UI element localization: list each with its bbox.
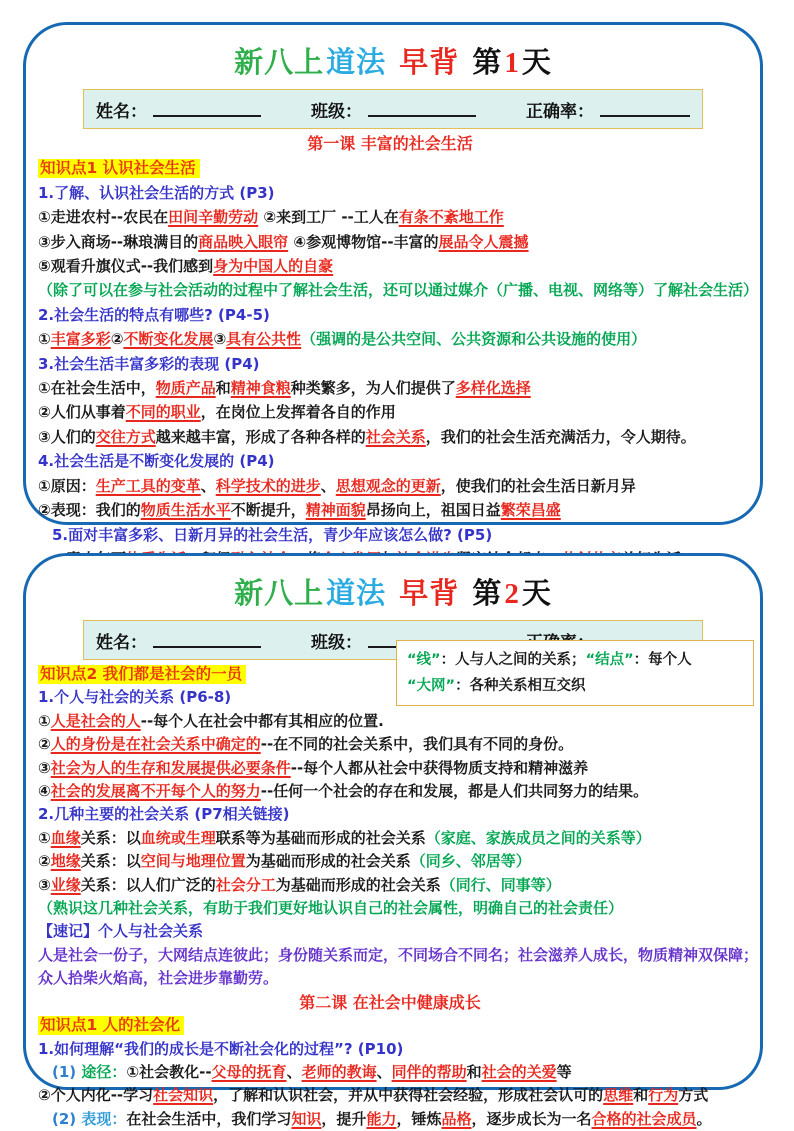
text-line xyxy=(38,327,742,351)
worksheet-title-day2 xyxy=(26,576,760,611)
text-segment: ⑤观看升旗仪式--我们感到 xyxy=(38,257,214,276)
text-segment: （熟识这几种社会关系，有助于我们更好地认识自己的社会属性，明确自己的社会责任） xyxy=(38,899,624,918)
text-segment: ，使我们的社会生活日新月异 xyxy=(440,476,636,495)
text-line xyxy=(38,352,742,376)
text-segment: 商品映入眼帘 xyxy=(198,232,289,251)
text-segment: 社会的发展离不开每个人的努力 xyxy=(50,782,261,801)
text-segment: 精神食粮 xyxy=(230,379,291,398)
text-segment: 社会知识 xyxy=(153,1086,214,1105)
text-line xyxy=(38,278,759,302)
text-segment: ④ xyxy=(38,782,51,801)
text-segment: 、 xyxy=(286,1062,302,1081)
text-segment: (2) xyxy=(52,1109,82,1128)
name-blank xyxy=(153,631,261,648)
text-segment: 1 xyxy=(504,47,520,79)
text-segment: 、 xyxy=(200,476,216,495)
text-segment: 【速记】个人与社会关系 xyxy=(38,922,204,941)
text-segment: 关系：以人们广泛的 xyxy=(80,875,216,894)
text-segment: ④参观博物馆--丰富的 xyxy=(288,232,439,251)
text-segment: ② xyxy=(38,735,51,754)
text-segment: 不断提升， xyxy=(230,501,306,520)
text-segment: 知识 xyxy=(291,1109,322,1128)
text-segment: 展品令人震撼 xyxy=(438,232,529,251)
text-segment: 物质生活水平 xyxy=(140,501,231,520)
worksheet-title-day1 xyxy=(26,45,760,80)
text-segment: 为基础而形成的社会关系 xyxy=(245,852,411,871)
text-segment: ③ xyxy=(38,875,51,894)
class-label: 班级： xyxy=(311,633,362,653)
text-segment: 2 xyxy=(504,578,520,610)
worksheet-card-day1 xyxy=(23,22,763,544)
text-segment: 在社会生活中，我们学习 xyxy=(126,1109,292,1128)
text-segment: 不同的职业 xyxy=(125,403,201,422)
text-segment: 1.了解、认识社会生活的方式 (P3) xyxy=(38,183,275,202)
text-line xyxy=(38,897,742,920)
text-segment: ，锤炼 xyxy=(396,1109,442,1128)
text-segment: ①原因： xyxy=(38,476,96,495)
text-segment: 关系：以 xyxy=(80,852,141,871)
text-segment: 人是社会一份子，大网结点连彼此；身份随关系而定，不同场合不同名；社会滋养人成长，物质精神双保障； xyxy=(38,945,759,964)
text-segment: （除了可以在参与社会活动的过程中了解社会生活，还可以通过媒介（广播、电视、网络等）了解社会生活） xyxy=(38,281,759,300)
text-segment: ①走进农村--农民在 xyxy=(38,208,169,227)
text-segment: ②表现：我们的 xyxy=(38,501,141,520)
text-segment: 联系等为基础而形成的社会关系 xyxy=(215,828,426,847)
text-segment: 社会的关爱 xyxy=(481,1062,557,1081)
text-segment: 人是社会的人 xyxy=(50,711,141,730)
text-segment: --每个人都从社会中获得物质支持和精神滋养 xyxy=(290,758,589,777)
text-segment: 表现： xyxy=(81,1109,127,1128)
text-segment: 科学技术的进步 xyxy=(215,476,321,495)
text-line xyxy=(38,449,742,473)
knowledge-point-label: 知识点2 我们都是社会的一员 xyxy=(38,665,246,684)
accuracy-field xyxy=(526,97,690,122)
text-line xyxy=(38,400,742,424)
text-segment: （同行、同事等） xyxy=(440,875,561,894)
text-segment: 交往方式 xyxy=(95,427,156,446)
lesson-heading: 第一课 丰富的社会生活 xyxy=(307,134,473,153)
card2-content xyxy=(26,662,760,1131)
text-segment: 2.几种主要的社会关系 (P7相关链接) xyxy=(38,805,290,824)
text-segment: 途径： xyxy=(81,1062,127,1081)
text-line xyxy=(38,230,742,254)
text-segment: 老师的教诲 xyxy=(301,1062,377,1081)
text-segment: ，了解和认识社会，并从中获得社会经验，形成社会认可的 xyxy=(213,1086,604,1105)
text-line xyxy=(38,733,742,756)
text-segment: （家庭、家族成员之间的关系等） xyxy=(425,828,651,847)
class-blank xyxy=(368,100,476,117)
note-line xyxy=(407,673,743,699)
text-segment: 人的身份是在社会关系中确定的 xyxy=(50,735,261,754)
name-label: 姓名： xyxy=(96,102,147,122)
text-segment: 为基础而形成的社会关系 xyxy=(275,875,441,894)
text-segment: 繁荣昌盛 xyxy=(500,501,561,520)
text-segment: 新八上 xyxy=(234,45,325,79)
text-segment: 精神面貌 xyxy=(305,501,366,520)
text-segment: 物质产品 xyxy=(155,379,216,398)
text-line xyxy=(38,780,742,803)
text-segment: 空间与地理位置 xyxy=(140,852,246,871)
text-segment: 、 xyxy=(320,476,336,495)
text-segment: 天 xyxy=(521,45,552,79)
text-segment: ，在岗位上发挥着各自的作用 xyxy=(200,403,396,422)
text-segment: ①社会教化-- xyxy=(126,1062,212,1081)
student-info-bar xyxy=(83,89,703,129)
text-segment: ，提升 xyxy=(321,1109,367,1128)
text-segment: ②人们从事着 xyxy=(38,403,126,422)
text-segment: 和 xyxy=(633,1086,649,1105)
card1-content xyxy=(26,131,760,571)
text-segment: 新八上 xyxy=(234,576,325,610)
text-segment: ：每个人 xyxy=(633,652,692,668)
text-segment: --在不同的社会关系中，我们具有不同的身份。 xyxy=(260,735,574,754)
text-line xyxy=(38,181,742,205)
text-segment: 地缘 xyxy=(50,852,81,871)
text-line xyxy=(38,710,742,733)
text-segment: （强调的是公共空间、公共资源和公共设施的使用） xyxy=(301,330,647,349)
text-segment: 早背 xyxy=(388,576,471,610)
text-segment: 3.社会生活丰富多彩的表现 (P4) xyxy=(38,354,260,373)
text-segment: 等 xyxy=(556,1062,572,1081)
text-segment: ① xyxy=(38,828,51,847)
text-segment: ③步入商场--琳琅满目的 xyxy=(38,232,199,251)
text-segment: --每个人在社会中都有其相应的位置. xyxy=(140,711,384,730)
text-segment: 道法 xyxy=(326,45,387,79)
text-segment: 和 xyxy=(215,379,231,398)
text-segment: 思想观念的更新 xyxy=(335,476,441,495)
text-segment: 能力 xyxy=(366,1109,397,1128)
knowledge-point-header xyxy=(38,1014,742,1037)
class-label: 班级： xyxy=(311,102,362,122)
text-segment: 具有公共性 xyxy=(226,330,302,349)
text-line xyxy=(38,303,742,327)
concept-note-box xyxy=(396,640,754,706)
text-segment: 血统或生理 xyxy=(140,828,216,847)
text-segment: 第 xyxy=(472,45,503,79)
text-segment: 1.如何理解“我们的成长是不断社会化的过程”? (P10) xyxy=(38,1039,404,1058)
text-segment: 昂扬向上，祖国日益 xyxy=(365,501,501,520)
text-line xyxy=(38,1061,742,1084)
text-segment: “大网” xyxy=(407,678,456,694)
text-segment: 1.个人与社会的关系 (P6-8) xyxy=(38,688,232,707)
text-line xyxy=(38,920,742,943)
text-segment: 丰富多彩 xyxy=(50,330,111,349)
knowledge-point-label: 知识点1 人的社会化 xyxy=(38,1016,184,1035)
text-line xyxy=(38,205,742,229)
text-line xyxy=(38,425,742,449)
worksheet-card-day2 xyxy=(23,553,763,1128)
text-segment: ③ xyxy=(213,330,227,349)
text-line xyxy=(38,757,742,780)
text-segment: ②个人内化--学习 xyxy=(38,1086,154,1105)
text-segment: 思维 xyxy=(603,1086,634,1105)
lesson-heading: 第二课 在社会中健康成长 xyxy=(299,992,481,1012)
text-segment: (1) xyxy=(52,1062,82,1081)
text-segment: 种类繁多，为人们提供了 xyxy=(290,379,456,398)
text-line xyxy=(38,874,742,897)
text-segment: 社会分工 xyxy=(215,875,276,894)
text-segment: ③ xyxy=(38,758,51,777)
text-segment: 众人拾柴火焰高，社会进步靠勤劳。 xyxy=(38,969,279,988)
text-segment: ，我们的社会生活充满活力，令人期待。 xyxy=(425,427,696,446)
knowledge-point-label: 知识点1 认识社会生活 xyxy=(38,159,200,178)
text-segment: 社会为人的生存和发展提供必要条件 xyxy=(50,758,291,777)
text-segment: 天 xyxy=(521,576,552,610)
text-segment: 2.社会生活的特点有哪些? (P4-5) xyxy=(38,305,270,324)
accuracy-blank xyxy=(600,100,690,117)
text-segment: ② xyxy=(110,330,124,349)
name-blank xyxy=(153,100,261,117)
text-segment: --任何一个社会的存在和发展，都是人们共同努力的结果。 xyxy=(260,782,649,801)
accuracy-label: 正确率： xyxy=(526,102,594,122)
text-segment: 越来越丰富，形成了各种各样的 xyxy=(155,427,366,446)
text-segment: 早背 xyxy=(388,45,471,79)
text-segment: 关系：以 xyxy=(80,828,141,847)
text-line xyxy=(38,254,742,278)
text-segment: 业缘 xyxy=(50,875,81,894)
text-segment: 4.社会生活是不断变化发展的 (P4) xyxy=(38,452,275,471)
text-line xyxy=(38,1108,742,1131)
text-segment: 社会关系 xyxy=(365,427,426,446)
name-field xyxy=(96,97,261,122)
text-segment: 多样化选择 xyxy=(455,379,531,398)
text-line xyxy=(38,803,742,826)
text-line xyxy=(38,1038,742,1061)
text-segment: ① xyxy=(38,711,51,730)
note-line xyxy=(407,647,743,673)
text-segment: 有条不紊地工作 xyxy=(398,208,504,227)
text-segment: 方式 xyxy=(678,1086,709,1105)
text-segment: “结点” xyxy=(585,652,634,668)
text-segment: 不断变化发展 xyxy=(123,330,214,349)
text-segment: ② xyxy=(38,852,51,871)
text-segment: “线” xyxy=(407,652,441,668)
text-line xyxy=(38,1084,742,1107)
text-line xyxy=(38,944,759,967)
text-line xyxy=(38,376,742,400)
text-segment: （同乡、邻居等） xyxy=(410,852,531,871)
name-label: 姓名： xyxy=(96,633,147,653)
text-segment: 同伴的帮助 xyxy=(391,1062,467,1081)
text-segment: ，逐步成长为一名 xyxy=(471,1109,592,1128)
text-segment: 父母的抚育 xyxy=(211,1062,287,1081)
text-segment: 田间辛勤劳动 xyxy=(168,208,259,227)
name-field xyxy=(96,628,261,653)
text-segment: ① xyxy=(38,330,51,349)
text-line xyxy=(38,967,742,990)
text-line xyxy=(38,827,742,850)
text-segment: 行为 xyxy=(648,1086,679,1105)
text-segment: 道法 xyxy=(326,576,387,610)
text-segment: 身为中国人的自豪 xyxy=(213,257,334,276)
text-line xyxy=(38,523,742,547)
text-line xyxy=(38,498,742,522)
text-segment: 血缘 xyxy=(50,828,81,847)
text-segment: ：人与人之间的关系； xyxy=(440,652,586,668)
text-line xyxy=(38,474,742,498)
text-segment: 、 xyxy=(376,1062,392,1081)
text-segment: ①在社会生活中， xyxy=(38,379,156,398)
text-segment: ②来到工厂 --工人在 xyxy=(258,208,399,227)
text-line xyxy=(38,850,742,873)
text-segment: 生产工具的变革 xyxy=(95,476,201,495)
text-segment: 品格 xyxy=(441,1109,472,1128)
text-segment: ③人们的 xyxy=(38,427,96,446)
text-segment: 5.面对丰富多彩、日新月异的社会生活，青少年应该怎么做? (P5) xyxy=(52,525,493,544)
text-segment: 。 xyxy=(696,1109,712,1128)
text-segment: 和 xyxy=(466,1062,482,1081)
text-segment: ：各种关系相互交织 xyxy=(455,678,586,694)
knowledge-point-header xyxy=(38,156,742,180)
text-segment: 第 xyxy=(472,576,503,610)
class-field xyxy=(311,97,476,122)
text-segment: 合格的社会成员 xyxy=(591,1109,697,1128)
